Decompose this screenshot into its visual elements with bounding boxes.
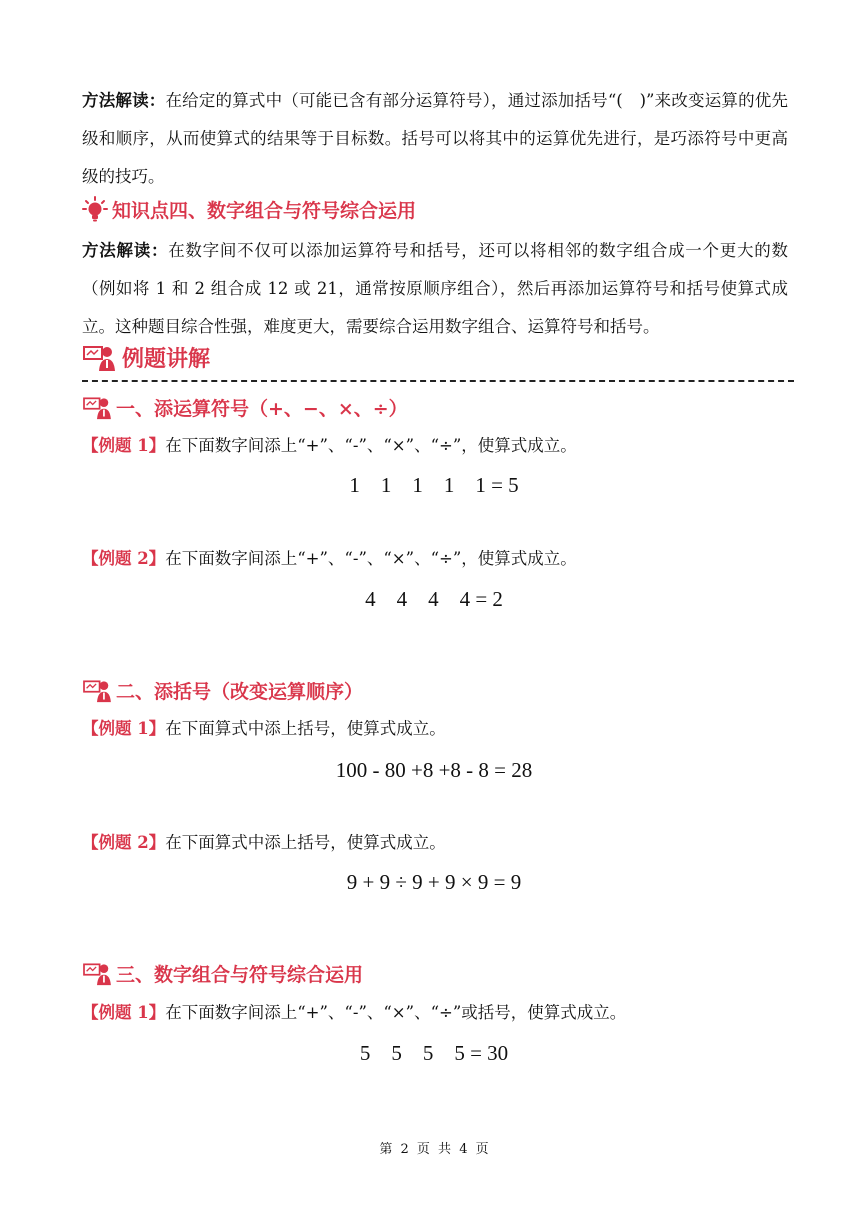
example-text: 在下面算式中添上括号，使算式成立。 [165,719,446,738]
method-text: 在数字间不仅可以添加运算符号和括号，还可以将相邻的数字组合成一个更大的数（例如将 1 和 2 组合成 12 或 21，通常按原顺序组合），然后再添加运算符号和括号使算式成立。这种题目综合性强，难度更大，需要综合运用数字组合、运算符号和括号。 [82,241,789,336]
section-title: 一、添运算符号（+、−、×、÷） [116,397,408,420]
example-formula: 9 + 9 ÷ 9 + 9 × 9 = 9 [346,870,522,894]
section-title: 三、数字组合与符号综合运用 [116,963,364,986]
example-text: 在下面数字间添上“+”、“-”、“×”、“÷”，使算式成立。 [165,549,577,568]
method-paragraph-1 [82,82,788,196]
section-heading [82,958,363,988]
example-tag: 【例题 2】 [82,549,166,568]
method-paragraph-2 [82,232,788,346]
section-heading [82,675,363,705]
example-text: 在下面算式中添上括号，使算式成立。 [165,833,446,852]
method-text: 在给定的算式中（可能已含有部分运算符号），通过添加括号“( )”来改变运算的优先级和顺序，从而使算式的结果等于目标数。括号可以将其中的运算优先进行，是巧添符号中更高级的技巧。 [82,91,788,186]
knowledge-point-heading [82,194,416,224]
example-tag: 【例题 1】 [82,436,166,455]
example-prompt [82,999,626,1027]
example-formula: 4 4 4 4 = 2 [365,587,503,611]
teacher-board-icon [82,342,116,372]
teacher-board-icon [82,960,112,986]
section-heading [82,392,408,422]
example-formula: 100 - 80 +8 +8 - 8 = 28 [335,758,533,782]
example-prompt [82,715,446,743]
example-tag: 【例题 1】 [82,719,166,738]
example-formula: 1 1 1 1 1 = 5 [349,473,519,497]
example-prompt [82,829,446,857]
lightbulb-icon [82,196,108,222]
example-tag: 【例题 2】 [82,833,166,852]
page-footer: 第 2 页 共 4 页 [379,1142,489,1157]
example-text: 在下面数字间添上“+”、“-”、“×”、“÷”或括号，使算式成立。 [165,1003,627,1022]
example-tag: 【例题 1】 [82,1003,166,1022]
example-prompt [82,432,577,460]
section-title: 二、添括号（改变运算顺序） [116,680,364,703]
example-text: 在下面数字间添上“+”、“-”、“×”、“÷”，使算式成立。 [165,436,577,455]
example-prompt [82,545,577,573]
examples-heading [82,340,210,374]
example-formula: 5 5 5 5 = 30 [359,1041,509,1065]
method-label: 方法解读： [82,241,169,260]
teacher-board-icon [82,394,112,420]
teacher-board-icon [82,677,112,703]
section-divider [82,380,794,382]
examples-heading-title: 例题讲解 [122,345,211,372]
knowledge-point-title: 知识点四、数字组合与符号综合运用 [112,199,417,222]
method-label: 方法解读： [82,91,166,110]
